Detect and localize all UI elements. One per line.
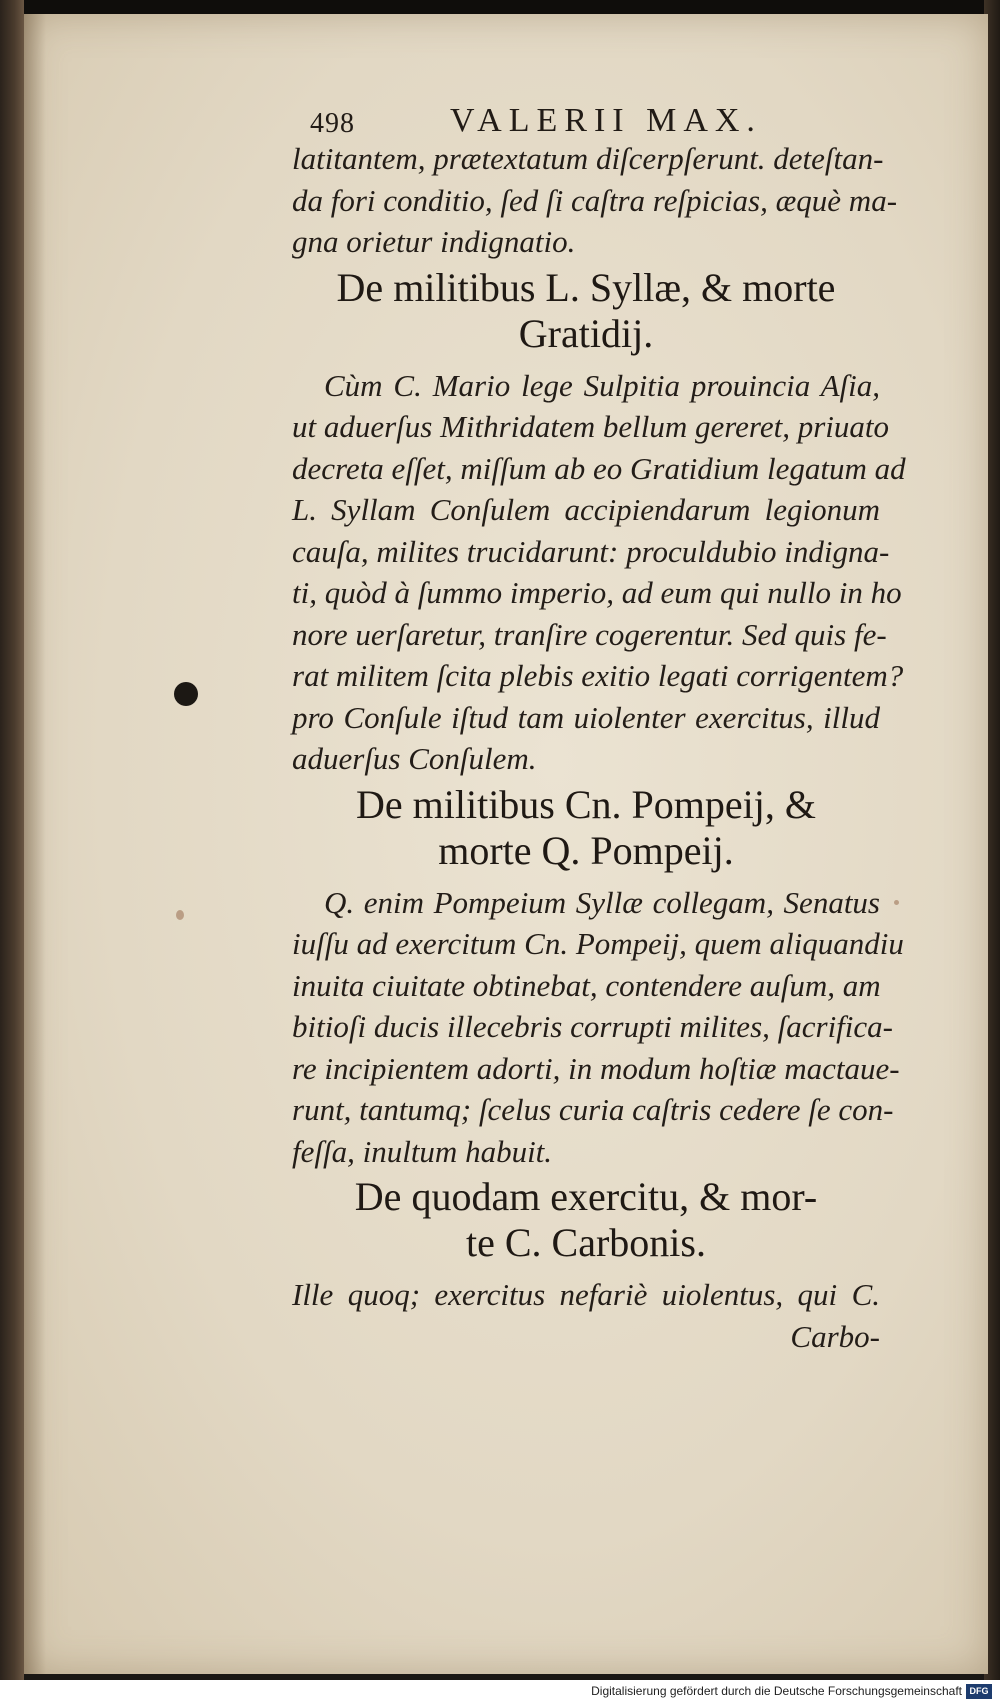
text-line: L. Syllam Conſulem accipiendarum legionum (292, 492, 880, 527)
page-gutter-shadow (24, 14, 46, 1674)
digitization-footer (0, 1680, 1000, 1704)
section-heading-line: De quodam exercitu, & mor- (354, 1174, 818, 1219)
text-line: iuſſu ad exercitum Cn. Pompeij, quem aliquandiu (292, 926, 904, 961)
section-heading-line: Gratidij. (518, 310, 654, 356)
text-line: feſſa, inultum habuit. (292, 1133, 553, 1169)
funding-credit: Digitalisierung gefördert durch die Deutsche Forschungsgemeinschaft (591, 1684, 962, 1698)
text-block (292, 138, 906, 1357)
text-line: cauſa, milites trucidarunt: proculdubio indigna- (292, 533, 890, 569)
text-line: da fori conditio, ſed ſi caſtra reſpicias, æquè ma- (292, 182, 898, 218)
text-line: bitioſi ducis illecebris corrupti milites, ſacrifica- (292, 1009, 893, 1044)
paper-stain (176, 910, 184, 920)
text-line: re incipientem adorti, in modum hoſtiæ mactaue- (292, 1050, 900, 1086)
text-line: nore uerſaretur, tranſire cogerentur. Sed quis fe- (292, 616, 887, 652)
text-line: Q. enim Pompeium Syllæ collegam, Senatus (324, 884, 880, 920)
catchword: Carbo- (790, 1318, 880, 1354)
section-heading-line: morte Q. Pompeij. (438, 827, 734, 873)
text-line: aduerſus Conſulem. (292, 741, 537, 776)
text-line: gna orietur indignatio. (292, 224, 576, 259)
book-binding-edge (0, 0, 24, 1680)
text-line: decreta eſſet, miſſum ab eo Gratidium legatum ad (292, 450, 906, 486)
scan-top-edge (0, 0, 1000, 14)
section-heading-line: te C. Carbonis. (466, 1220, 706, 1265)
text-line: inuita ciuitate obtinebat, contendere auſum, am (292, 967, 881, 1003)
text-line: runt, tantumq; ſcelus curia caſtris cedere ſe con- (292, 1092, 894, 1127)
page-number: 498 (310, 108, 355, 139)
text-line: Cùm C. Mario lege Sulpitia prouincia Aſia, (324, 367, 880, 403)
text-line: ut aduerſus Mithridatem bellum gereret, priuato (292, 409, 889, 444)
section-heading-line: De militibus Cn. Pompeij, & (355, 781, 817, 827)
text-line: Ille quoq; exercitus nefariè uiolentus, qui C. (292, 1277, 880, 1312)
dfg-logo: DFG (966, 1684, 992, 1699)
paper-stain (894, 900, 899, 905)
text-line: pro Conſule iſtud tam uiolenter exercitus, illud (292, 699, 880, 735)
text-line: latitantem, prætextatum diſcerpſerunt. deteſtan- (292, 141, 884, 176)
text-line: ti, quòd à ſummo imperio, ad eum qui nullo in ho (292, 575, 902, 610)
running-title: VALERII MAX. (450, 102, 762, 139)
section-heading-line: De militibus L. Syllæ, & morte (336, 264, 836, 310)
text-line: rat militem ſcita plebis exitio legati corrigentem? (292, 658, 904, 693)
ink-blot (174, 682, 198, 706)
